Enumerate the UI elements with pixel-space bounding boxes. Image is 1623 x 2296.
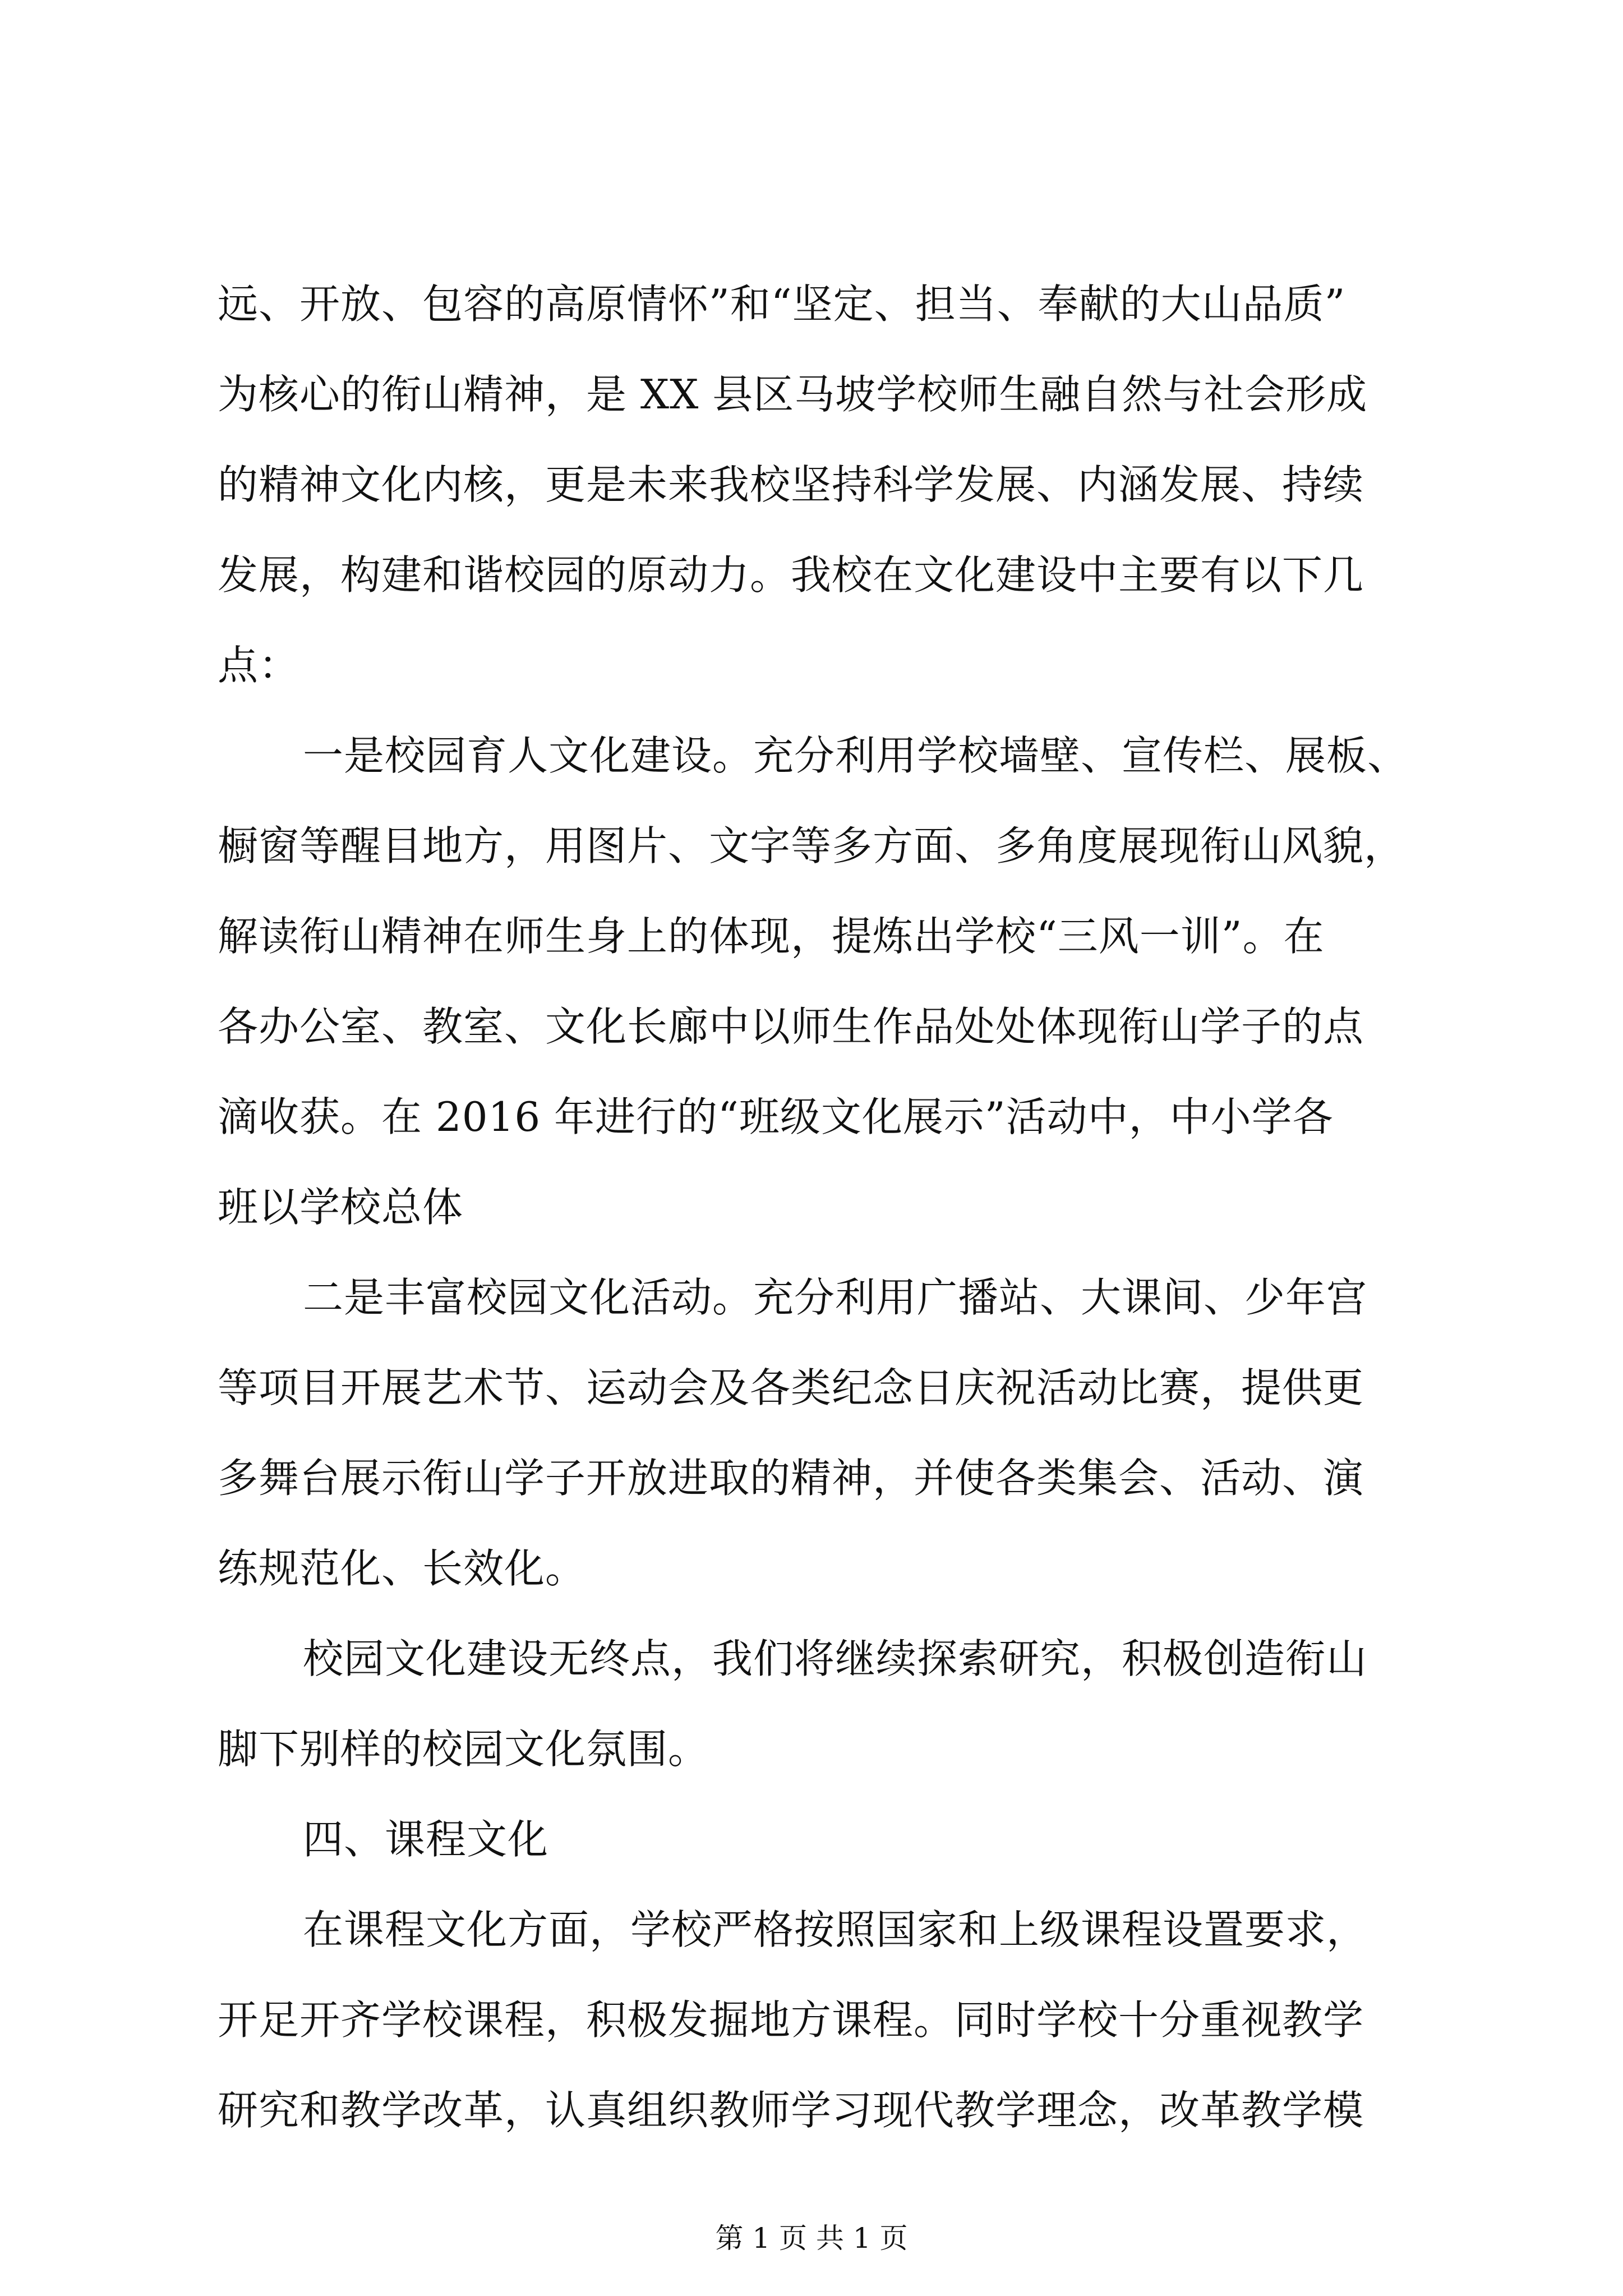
text-line: 等项目开展艺术节、运动会及各类纪念日庆祝活动比赛，提供更 — [218, 1364, 1364, 1411]
text-line: 点： — [218, 642, 300, 689]
text-line: 多舞台展示衔山学子开放进取的精神，并使各类集会、活动、演 — [218, 1455, 1364, 1502]
text-line: 脚下别样的校园文化氛围。 — [218, 1726, 709, 1773]
text-line: 在课程文化方面，学校严格按照国家和上级课程设置要求， — [303, 1906, 1368, 1953]
text-line: 二是丰富校园文化活动。充分利用广播站、大课间、少年宫 — [303, 1274, 1368, 1321]
text-line: 为核心的衔山精神，是 XX 县区马坡学校师生融自然与社会形成 — [218, 371, 1368, 418]
text-line: 远、开放、包容的高原情怀”和“坚定、担当、奉献的大山品质” — [218, 280, 1346, 328]
text-line: 橱窗等醒目地方，用图片、文字等多方面、多角度展现衔山风貌， — [218, 822, 1405, 869]
page-footer: 第 1 页 共 1 页 — [715, 2222, 908, 2254]
text-line: 滴收获。在 2016 年进行的“班级文化展示”活动中，中小学各 — [218, 1093, 1334, 1140]
text-line: 发展，构建和谐校园的原动力。我校在文化建设中主要有以下几 — [218, 551, 1364, 599]
text-line: 校园文化建设无终点，我们将继续探索研究，积极创造衔山 — [303, 1635, 1368, 1682]
text-line: 练规范化、长效化。 — [218, 1545, 587, 1592]
text-line: 开足开齐学校课程，积极发掘地方课程。同时学校十分重视教学 — [218, 1996, 1364, 2044]
section-heading: 四、课程文化 — [303, 1816, 549, 1863]
text-line: 一是校园育人文化建设。充分利用学校墙壁、宣传栏、展板、 — [303, 732, 1409, 779]
text-line: 的精神文化内核，更是未来我校坚持科学发展、内涵发展、持续 — [218, 461, 1364, 508]
text-line: 各办公室、教室、文化长廊中以师生作品处处体现衔山学子的点 — [218, 1003, 1364, 1050]
text-line: 解读衔山精神在师生身上的体现，提炼出学校“三风一训”。在 — [218, 913, 1325, 960]
text-line: 班以学校总体 — [218, 1184, 464, 1231]
text-line: 研究和教学改革，认真组织教师学习现代教学理念，改革教学模 — [218, 2087, 1364, 2134]
